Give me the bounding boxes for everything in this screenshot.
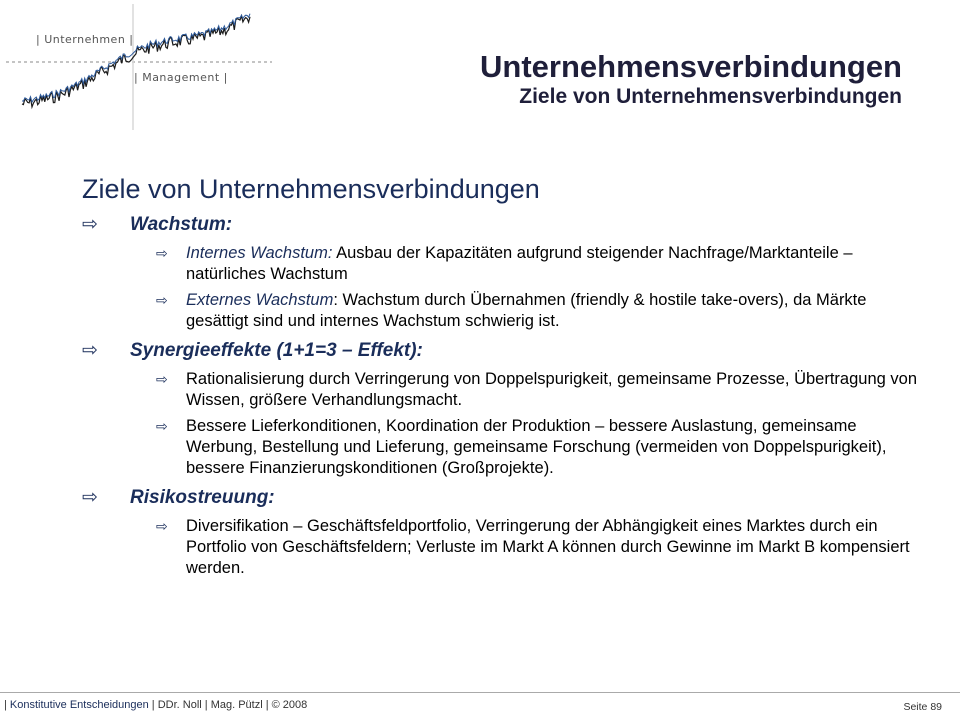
bullet-risikostreuung bbox=[82, 485, 922, 511]
page-number: Seite 89 bbox=[903, 701, 942, 713]
title-block bbox=[480, 50, 902, 110]
logo-chart-line-accent bbox=[22, 14, 250, 102]
page-subtitle: Ziele von Unternehmensverbindungen bbox=[519, 85, 902, 108]
sub-bullet bbox=[82, 290, 922, 332]
footer-meta: | DDr. Noll | Mag. Pützl | © 2008 bbox=[148, 699, 308, 711]
stock-chart-logo bbox=[0, 0, 280, 130]
logo-label-bottom: | Management | bbox=[134, 71, 228, 84]
right-arrow-icon: ⇨ bbox=[156, 518, 168, 534]
sub-bullet-text: Ausbau der Kapazitäten aufgrund steigender Nachfrage/Marktanteile – natürliches Wachstum bbox=[186, 244, 853, 283]
bullet-label: Wachstum: bbox=[130, 214, 233, 235]
sub-bullet-text: Bessere Lieferkonditionen, Koordination der Produktion – bessere Auslastung, gemeinsame Werbung, Bestellung und Lieferung, gemeinsame Forschung (vermeiden von Doppelspurigkeit), bessere Finanzierungskonditionen (Großprojekte). bbox=[186, 417, 887, 477]
right-arrow-icon: ⇨ bbox=[156, 292, 168, 308]
right-arrow-icon: ⇨ bbox=[156, 418, 168, 434]
sub-bullet bbox=[82, 243, 922, 285]
footer-divider bbox=[0, 692, 960, 693]
footer-pipe: | bbox=[4, 699, 10, 711]
right-arrow-icon: ⇨ bbox=[156, 371, 168, 387]
right-arrow-icon: ⇨ bbox=[82, 214, 98, 235]
logo-label-top: | Unternehmen | bbox=[36, 33, 134, 46]
logo bbox=[0, 0, 280, 130]
sub-bullet-term: Externes Wachstum bbox=[186, 291, 334, 309]
right-arrow-icon: ⇨ bbox=[82, 487, 98, 508]
sub-bullet-text: Diversifikation – Geschäftsfeldportfolio, Verringerung der Abhängigkeit eines Marktes durch ein Portfolio von Geschäftsfeldern; Verluste im Markt A können durch Gewinne im Markt B kompensiert werden. bbox=[186, 517, 910, 577]
sub-bullet bbox=[82, 369, 922, 411]
bullet-label: Risikostreuung: bbox=[130, 487, 275, 508]
right-arrow-icon: ⇨ bbox=[156, 245, 168, 261]
footer-topic: Konstitutive Entscheidungen bbox=[9, 699, 149, 711]
page-title: Unternehmensverbindungen bbox=[480, 49, 902, 84]
sub-bullet-term: Internes Wachstum: bbox=[186, 244, 333, 262]
section-heading: Ziele von Unternehmensverbindungen bbox=[82, 174, 540, 204]
slide-content bbox=[82, 172, 922, 579]
sub-bullet bbox=[82, 516, 922, 579]
sub-bullet-text: Rationalisierung durch Verringerung von Doppelspurigkeit, gemeinsame Prozesse, Übertragung von Wissen, größere Verhandlungsmacht. bbox=[186, 370, 917, 409]
bullet-label: Synergieeffekte (1+1=3 – Effekt): bbox=[130, 340, 423, 361]
bullet-wachstum bbox=[82, 212, 922, 238]
sub-bullet bbox=[82, 416, 922, 479]
right-arrow-icon: ⇨ bbox=[82, 340, 98, 361]
sub-bullet-text: : Wachstum durch Übernahmen (friendly & hostile take-overs), da Märkte gesättigt sind und internes Wachstum schwierig ist. bbox=[186, 291, 867, 330]
footer-info bbox=[4, 699, 307, 711]
bullet-synergieeffekte bbox=[82, 338, 922, 364]
